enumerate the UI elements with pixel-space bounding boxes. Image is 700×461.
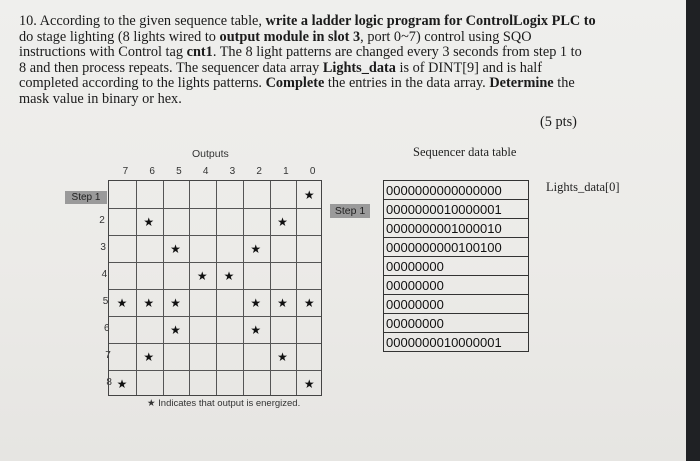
grid-row-label: 7 — [105, 350, 111, 361]
sequencer-row — [384, 333, 529, 352]
energized-star-icon: ★ — [250, 323, 262, 337]
energized-star-icon: ★ — [116, 377, 128, 391]
grid-line — [109, 208, 321, 209]
grid-line — [109, 316, 321, 317]
energized-star-icon: ★ — [250, 242, 262, 256]
energized-star-icon: ★ — [303, 188, 315, 202]
energized-star-icon: ★ — [223, 269, 235, 283]
grid-line — [109, 370, 321, 371]
points-label: (5 pts) — [540, 114, 577, 130]
output-column-number: 3 — [229, 166, 236, 177]
question-line — [19, 30, 629, 46]
sequencer-word: 0000000000100100 — [384, 238, 529, 257]
grid-line — [243, 181, 244, 395]
grid-row-label: 5 — [102, 296, 109, 307]
sequencer-step-label: Step 1 — [330, 204, 370, 218]
energized-star-icon: ★ — [250, 296, 262, 310]
grid-legend-note: ★ Indicates that output is energized. — [147, 398, 301, 409]
energized-star-icon: ★ — [277, 215, 288, 229]
energized-star-icon: ★ — [170, 296, 181, 310]
sequencer-word: 00000000 — [384, 314, 529, 333]
output-column-number: 0 — [309, 166, 316, 177]
question-text-run: instructions with Control tag — [19, 44, 187, 61]
grid-row-label: 8 — [106, 377, 112, 388]
sequencer-word: 00000000 — [384, 295, 529, 314]
output-column-number: 6 — [149, 166, 155, 177]
energized-star-icon: ★ — [143, 350, 155, 364]
sequencer-row — [384, 219, 529, 238]
grid-line — [189, 181, 190, 395]
sequencer-word: 0000000010000001 — [384, 200, 529, 219]
grid-line — [163, 181, 164, 395]
question-text-run: Complete — [265, 75, 325, 92]
output-column-number: 5 — [176, 166, 182, 177]
sequencer-row — [384, 238, 529, 257]
question-text-run: mask value in binary or hex. — [19, 90, 182, 107]
sequencer-word: 0000000010000001 — [384, 333, 529, 352]
question-line — [19, 45, 629, 61]
energized-star-icon: ★ — [143, 215, 155, 229]
grid-row-label: 2 — [99, 215, 105, 226]
question-text-run: Lights_data — [322, 59, 396, 76]
question-text-run: output module in slot 3 — [219, 28, 361, 45]
energized-star-icon: ★ — [303, 377, 315, 391]
grid-row-label: 4 — [101, 269, 108, 280]
question-text-run: the — [553, 75, 575, 92]
question-text-run: 10. According to the given sequence table, — [19, 13, 266, 29]
lights-data-label: Lights_data[0] — [546, 180, 620, 194]
question-text — [19, 14, 629, 108]
question-text-run: cnt1 — [186, 44, 213, 61]
question-text-run: Determine — [489, 75, 554, 92]
question-line — [19, 14, 629, 30]
grid-line — [109, 289, 321, 290]
energized-star-icon: ★ — [277, 350, 288, 364]
grid-line — [109, 343, 321, 344]
question-line — [19, 92, 629, 108]
sequencer-word: 0000000001000010 — [384, 219, 529, 238]
output-column-number: 4 — [202, 166, 209, 177]
question-line — [19, 76, 629, 92]
sequencer-table-title: Sequencer data table — [413, 145, 517, 159]
grid-line — [109, 235, 321, 236]
grid-line — [296, 181, 297, 395]
sequencer-row — [384, 181, 529, 200]
sequencer-word: 0000000000000000 — [384, 181, 529, 200]
sequencer-data-table — [383, 180, 529, 352]
sequencer-row — [384, 276, 529, 295]
sequencer-row — [384, 295, 529, 314]
sequencer-row — [384, 200, 529, 219]
energized-star-icon: ★ — [170, 323, 181, 337]
sequencer-word: 00000000 — [384, 276, 529, 295]
photo-dark-edge — [686, 0, 700, 461]
sequencer-word: 00000000 — [384, 257, 529, 276]
sequencer-row — [384, 257, 529, 276]
output-column-number: 7 — [122, 166, 129, 177]
grid-row-label: 3 — [100, 242, 106, 253]
grid-line — [216, 181, 217, 395]
question-text-run: completed according to the lights patterns. — [19, 75, 266, 92]
question-line — [19, 61, 629, 77]
outputs-grid — [108, 180, 322, 396]
grid-row-label: 6 — [104, 323, 110, 334]
output-column-number: 1 — [283, 166, 289, 177]
question-text-run: write a ladder logic program for ControlLogix PLC to — [265, 13, 596, 29]
question-text-run: 8 and then process repeats. The sequencer data array — [19, 59, 323, 76]
energized-star-icon: ★ — [170, 242, 181, 256]
energized-star-icon: ★ — [277, 296, 288, 310]
question-text-run: do stage lighting (8 lights wired to — [19, 28, 220, 45]
question-text-run: is of DINT[9] and is half — [395, 59, 543, 76]
energized-star-icon: ★ — [116, 296, 128, 310]
grid-step-1-label: Step 1 — [65, 191, 107, 204]
question-text-run: . The 8 light patterns are changed every 3 seconds from step 1 to — [212, 44, 582, 61]
output-column-number: 2 — [256, 166, 262, 177]
energized-star-icon: ★ — [303, 296, 315, 310]
question-text-run: the entries in the data array. — [324, 75, 490, 92]
outputs-title: Outputs — [192, 148, 229, 160]
energized-star-icon: ★ — [143, 296, 155, 310]
grid-line — [109, 262, 321, 263]
energized-star-icon: ★ — [196, 269, 208, 283]
sequencer-row — [384, 314, 529, 333]
question-text-run: , port 0~7) control using SQO — [360, 28, 532, 45]
